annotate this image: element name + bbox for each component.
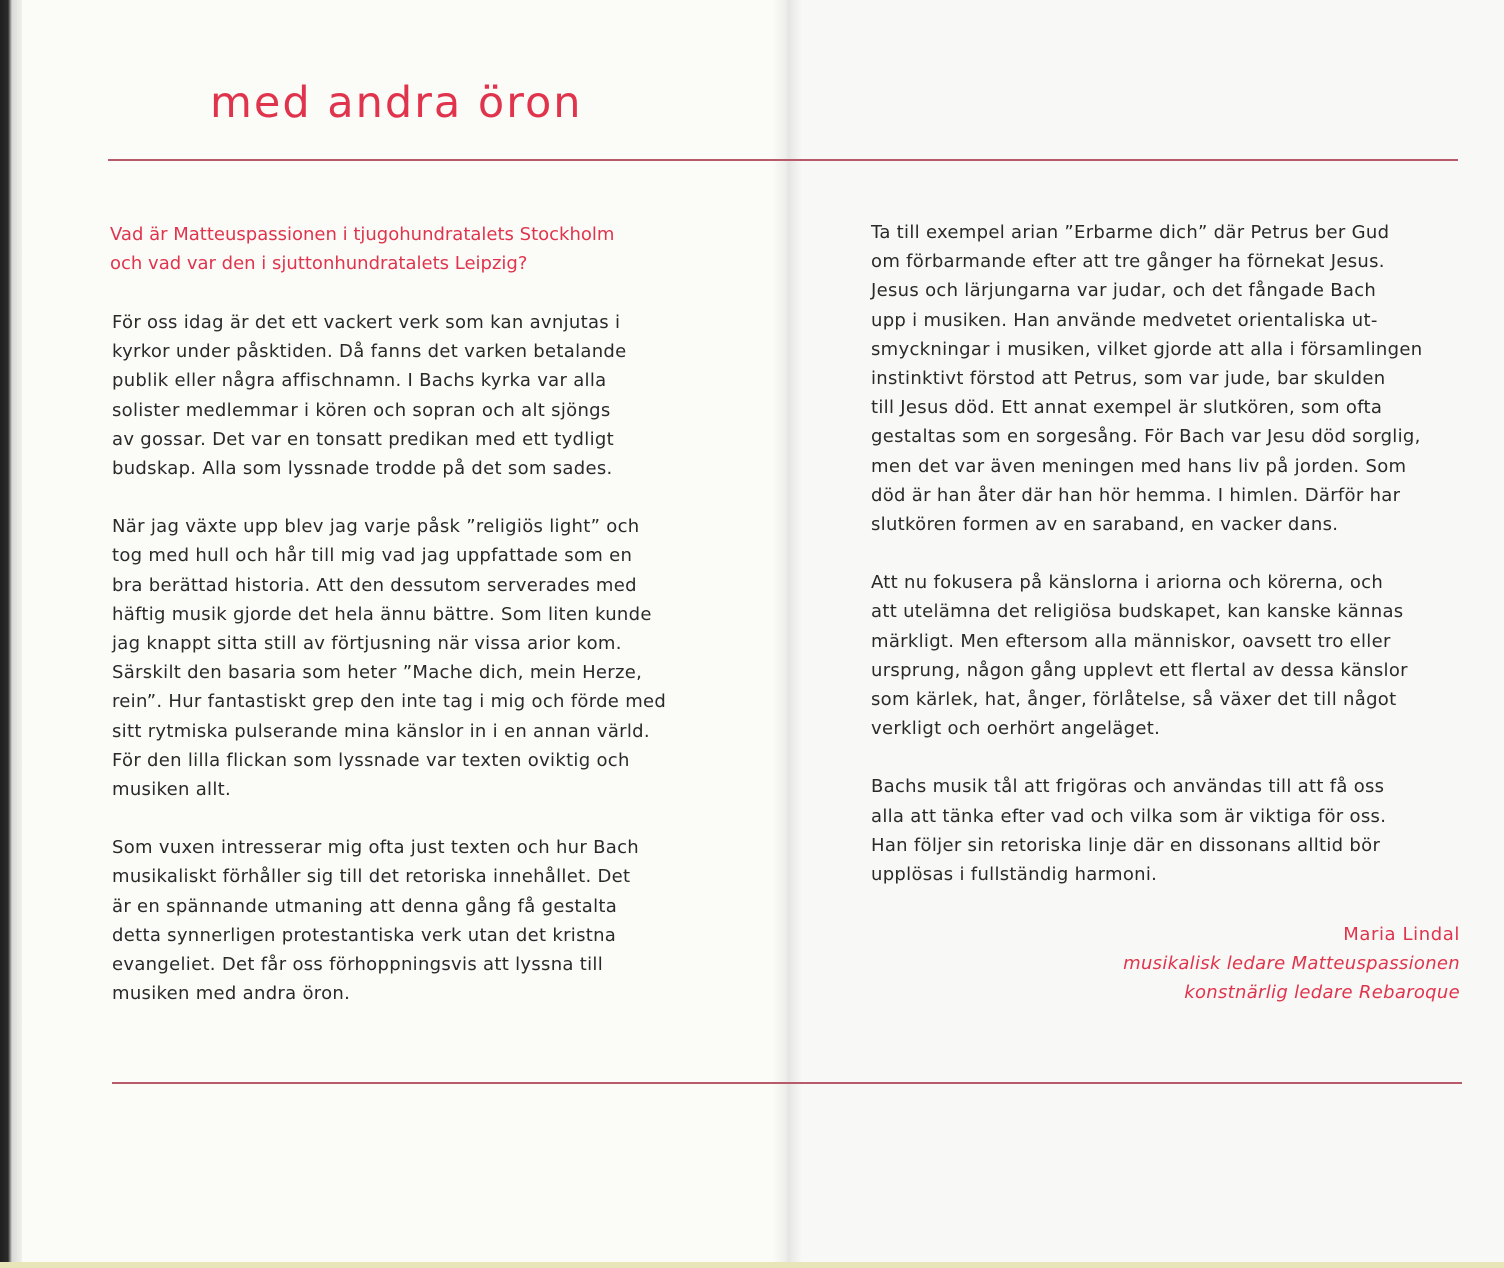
- bottom-divider: [112, 1082, 1462, 1084]
- page-title: med andra öron: [210, 78, 583, 128]
- text-line: rein”. Hur fantastiskt grep den inte tag i mig och förde med: [112, 691, 667, 713]
- text-line: som kärlek, hat, ånger, förlåtelse, så växer det till något: [871, 689, 1397, 711]
- text-line: När jag växte upp blev jag varje påsk ”religiös light” och: [112, 516, 640, 538]
- scan-bottom-strip: [0, 1262, 1504, 1268]
- text-line: kyrkor under påsktiden. Då fanns det varken betalande: [112, 341, 627, 363]
- text-line: publik eller några affischnamn. I Bachs kyrka var alla: [112, 370, 607, 392]
- question-line: Vad är Matteuspassionen i tjugohundratalets Stockholm: [110, 224, 615, 245]
- text-line: till Jesus död. Ett annat exempel är slutkören, som ofta: [871, 397, 1383, 419]
- paragraph: [112, 308, 762, 483]
- text-line: För den lilla flickan som lyssnade var texten oviktig och: [112, 749, 630, 771]
- text-line: av gossar. Det var en tonsatt predikan med ett tydligt: [112, 428, 614, 450]
- text-line: För oss idag är det ett vackert verk som kan avnjutas i: [112, 312, 621, 333]
- intro-question: [110, 220, 750, 278]
- text-line: är en spännande utmaning att denna gång få gestalta: [112, 895, 618, 917]
- text-line: musiken med andra öron.: [112, 983, 351, 1005]
- text-line: alla att tänka efter vad och vilka som är viktiga för oss.: [871, 805, 1387, 827]
- text-line: tog med hull och hår till mig vad jag uppfattade som en: [112, 545, 633, 567]
- paragraph: [112, 833, 762, 1008]
- paragraph: [112, 512, 762, 804]
- text-line: detta synnerligen protestantiska verk utan det kristna: [112, 924, 617, 946]
- text-line: märkligt. Men eftersom alla människor, oavsett tro eller: [871, 630, 1391, 652]
- binding-edge: [0, 0, 22, 1268]
- text-line: Att nu fokusera på känslorna i ariorna och körerna, och: [871, 572, 1384, 594]
- text-line: Han följer sin retoriska linje där en dissonans alltid bör: [871, 834, 1381, 856]
- text-line: häftig musik gjorde det hela ännu bättre. Som liten kunde: [112, 603, 652, 625]
- right-column: [871, 218, 1471, 918]
- text-line: instinktivt förstod att Petrus, som var jude, bar skulden: [871, 368, 1386, 390]
- signature-block: [1123, 920, 1460, 1007]
- question-line: och vad var den i sjuttonhundratalets Leipzig?: [110, 253, 528, 274]
- text-line: bra berättad historia. Att den dessutom serverades med: [112, 574, 637, 596]
- text-line: slutkören formen av en saraband, en vacker dans.: [871, 514, 1339, 536]
- top-divider: [108, 159, 1458, 161]
- text-line: om förbarmande efter att tre gånger ha förnekat Jesus.: [871, 251, 1385, 273]
- text-line: Ta till exempel arian ”Erbarme dich” där Petrus ber Gud: [871, 222, 1390, 243]
- text-line: evangeliet. Det får oss förhoppningsvis att lyssna till: [112, 954, 604, 976]
- text-line: smyckningar i musiken, vilket gjorde att alla i församlingen: [871, 338, 1423, 360]
- text-line: jag knappt sitta still av förtjusning när vissa arior kom.: [112, 633, 622, 655]
- text-line: budskap. Alla som lyssnade trodde på det som sades.: [112, 458, 613, 480]
- text-line: Jesus och lärjungarna var judar, och det fångade Bach: [871, 280, 1377, 302]
- text-line: död är han åter där han hör hemma. I himlen. Därför har: [871, 484, 1401, 506]
- text-line: men det var även meningen med hans liv på jorden. Som: [871, 455, 1407, 477]
- text-line: Som vuxen intresserar mig ofta just texten och hur Bach: [112, 837, 639, 859]
- text-line: solister medlemmar i kören och sopran och alt sjöngs: [112, 399, 611, 421]
- left-column: [112, 308, 762, 1037]
- text-line: att utelämna det religiösa budskapet, kan kanske kännas: [871, 601, 1404, 623]
- author-role: musikalisk ledare Matteuspassionen: [1123, 953, 1460, 974]
- paragraph: [871, 218, 1471, 539]
- text-line: Bachs musik tål att frigöras och användas till att få oss: [871, 776, 1385, 798]
- paragraph: [871, 772, 1471, 889]
- paragraph: [871, 568, 1471, 743]
- text-line: upp i musiken. Han använde medvetet orientaliska ut-: [871, 309, 1378, 331]
- text-line: gestaltas som en sorgesång. För Bach var Jesu död sorglig,: [871, 426, 1421, 448]
- text-line: Särskilt den basaria som heter ”Mache dich, mein Herze,: [112, 662, 643, 684]
- text-line: musiken allt.: [112, 779, 232, 801]
- text-line: upplösas i fullständig harmoni.: [871, 864, 1158, 886]
- text-line: musikaliskt förhåller sig till det retoriska innehållet. Det: [112, 866, 631, 888]
- author-name: Maria Lindal: [1343, 924, 1460, 945]
- text-line: ursprung, någon gång upplevt ett flertal av dessa känslor: [871, 659, 1408, 681]
- text-line: verkligt och oerhört angeläget.: [871, 718, 1161, 740]
- author-role: konstnärlig ledare Rebaroque: [1184, 982, 1460, 1003]
- page-gutter: [772, 0, 802, 1262]
- text-line: sitt rytmiska pulserande mina känslor in i en annan värld.: [112, 720, 650, 742]
